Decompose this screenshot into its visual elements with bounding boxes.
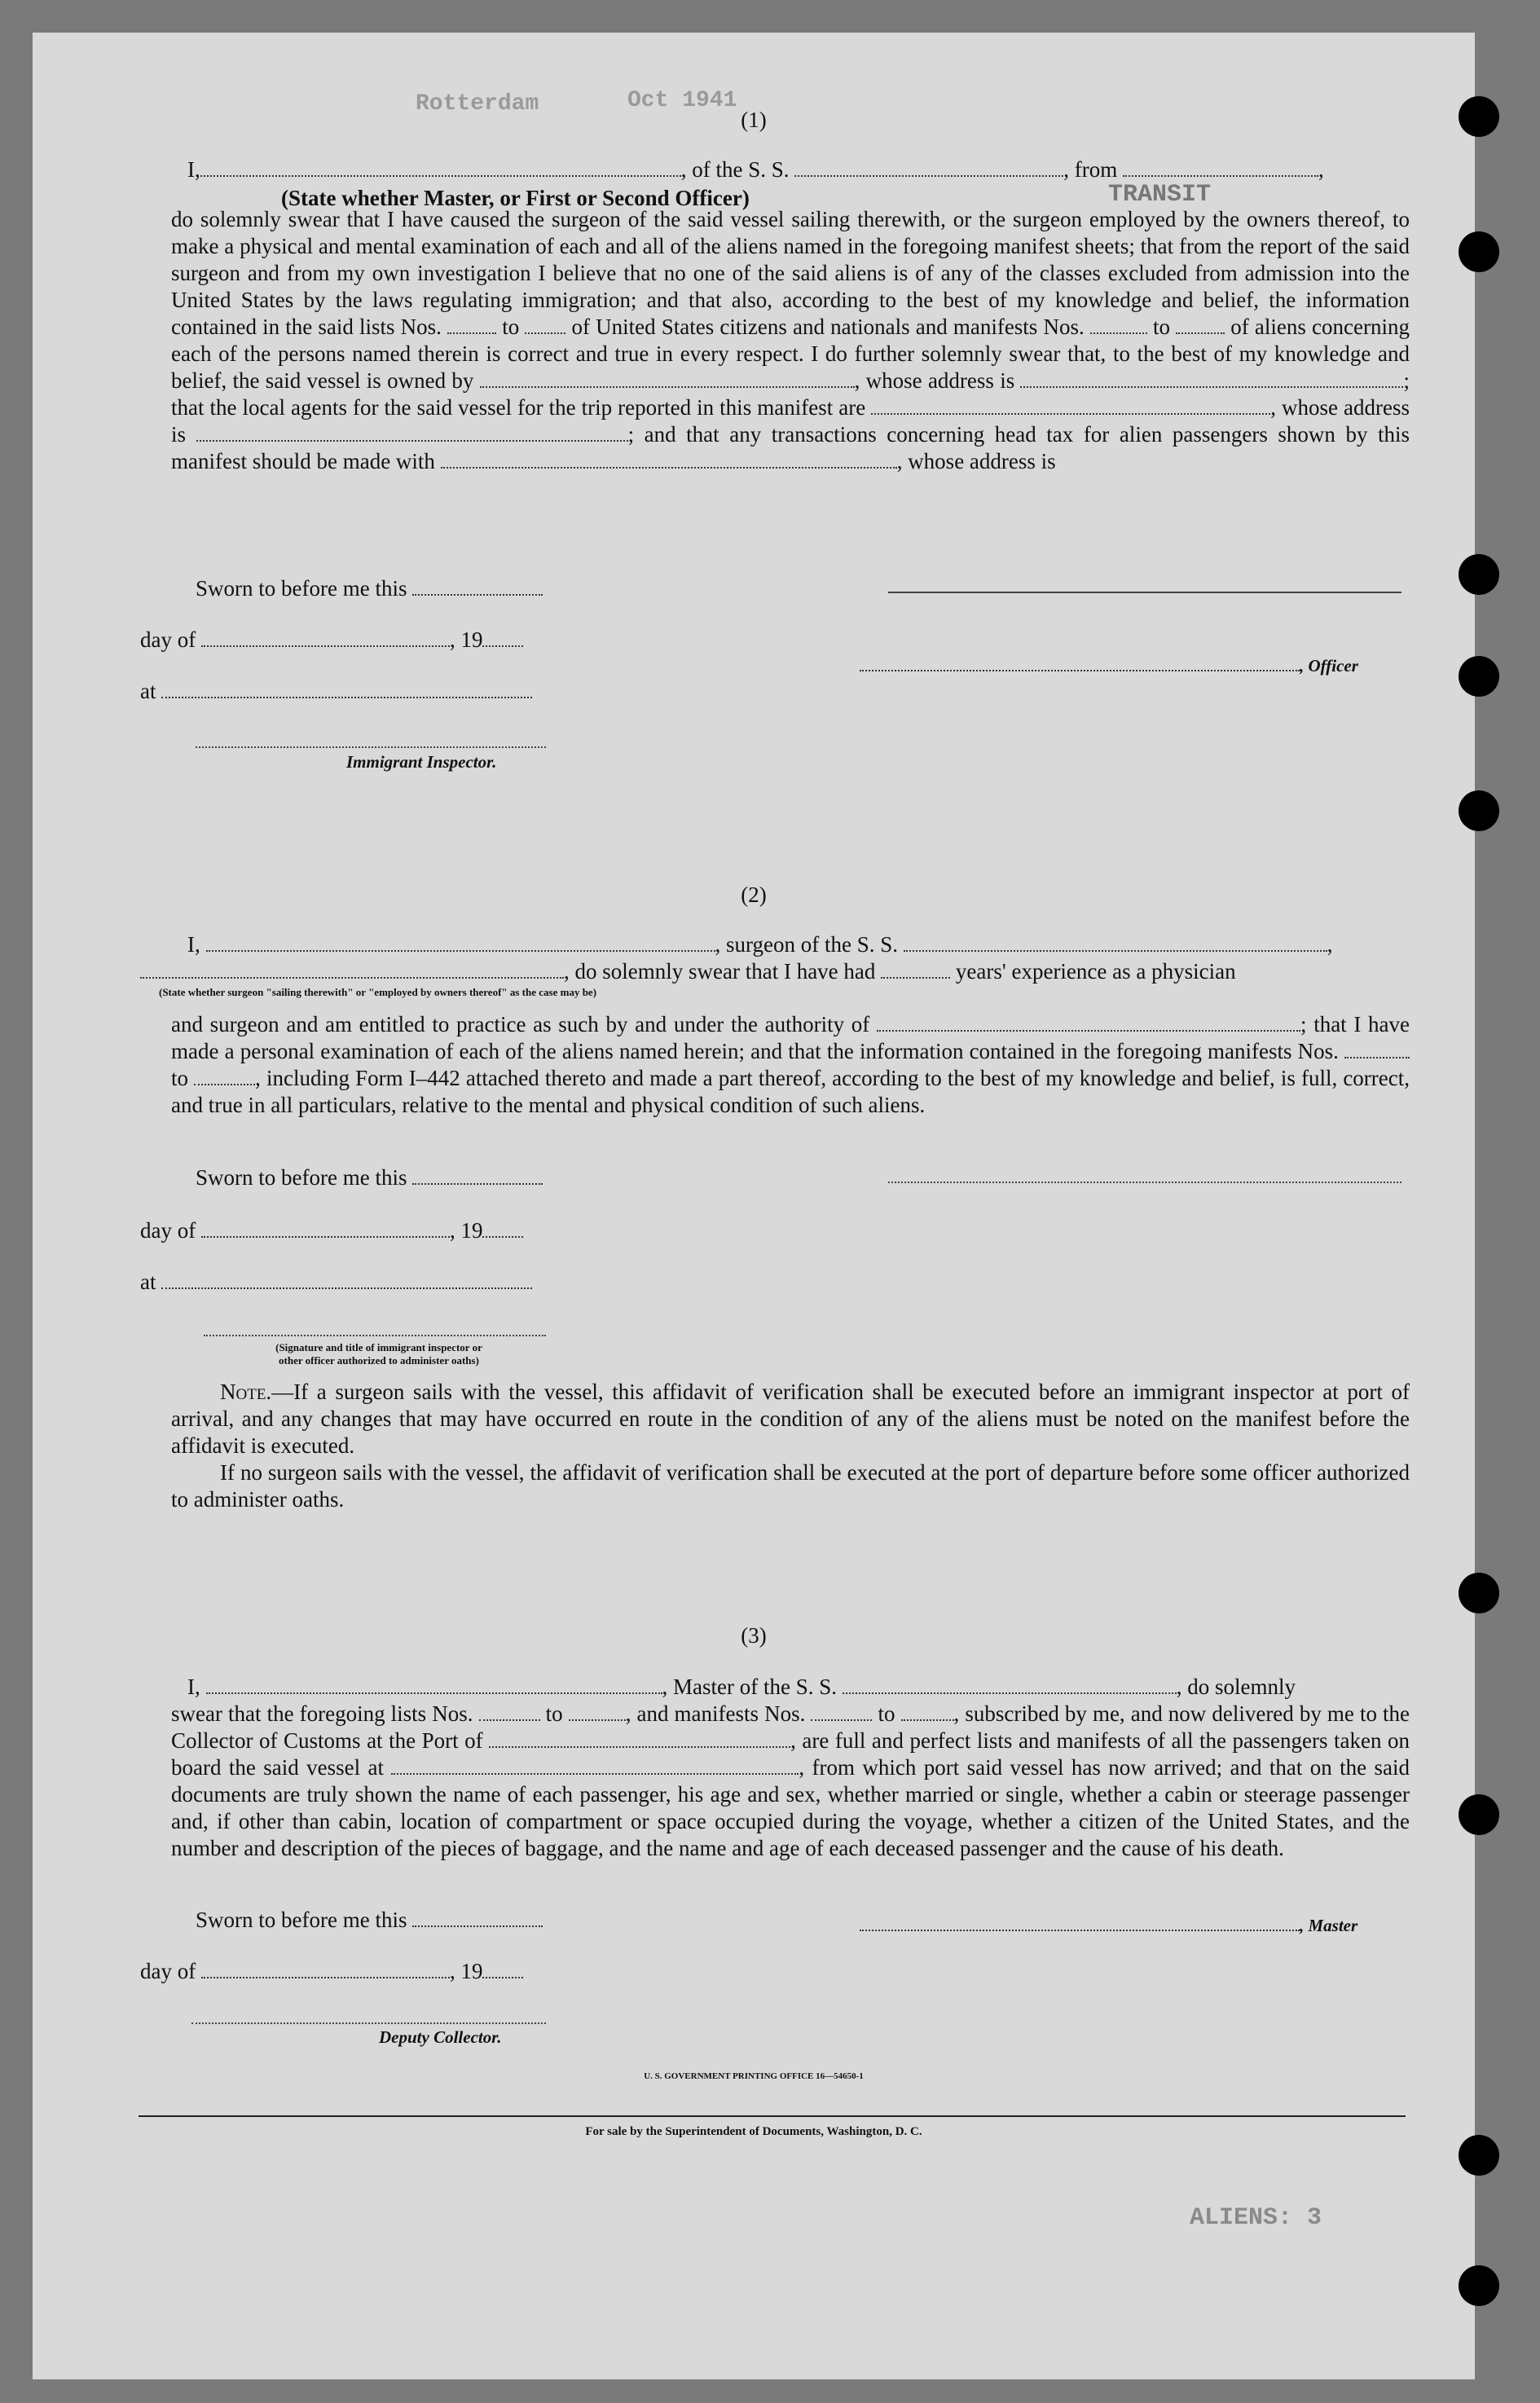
s1-text-a: do solemnly swear that I have caused the surgeon of the said vessel sailing therewith, or the surgeon employed by the owners thereof, to make a physical and mental examination of each and all of the aliens named in the foregoing manifest sheets; that from the report of the said surgeon and from my own investigation I believe that no one of the said aliens is of any of the classes excluded from admission into the United States by the laws regulating immigration; and that also, according to the best of my knowledge and belief, the information contained in the said lists Nos. xyxy=(171,207,1410,339)
gpo-line: U. S. GOVERNMENT PRINTING OFFICE 16—54650-1 xyxy=(644,2071,864,2081)
s3-dayof-label: day of xyxy=(140,1959,196,1983)
s2-note-lead: Note. xyxy=(220,1380,272,1404)
s1-year-label: , 19 xyxy=(449,627,483,652)
s1-text-g: ; and that any transactions concerning head tax for alien passengers shown by this manifest should be made with xyxy=(171,422,1410,473)
s2-under-label: (State whether surgeon "sailing therewith" or "employed by owners thereof" as the case may be) xyxy=(159,986,597,998)
s3-l1-b: , Master of the S. S. xyxy=(662,1675,837,1699)
s2-dayof xyxy=(140,1218,523,1243)
s1-sworn-label: Sworn to before me this xyxy=(196,576,407,601)
s2-surgeon-name-field[interactable] xyxy=(206,932,715,952)
s1-body: do solemnly swear that I have caused the surgeon of the said vessel sailing therewith, or the surgeon employed by the owners thereof, to make a physical and mental examination of each and all of the aliens named in the foregoing manifest sheets; that from the report of the said surgeon and from my own investigation I believe that no one of the said aliens is of any of the classes excluded from admission into the United States by the laws regulating immigration; and that also, according to the best of my knowledge and belief, the information contained in the said lists Nos. to of United States citizens and nationals and manifests Nos. to of aliens concerning each of the persons named therein is correct and true in every respect. I do further solemnly swear that, to the best of my knowledge and belief, the said vessel is owned by , whose address is ; that the local agents for the said vessel for the trip reported in this manifest are , whose address is ; and that any transactions concerning head tax for alien passengers shown by this manifest should be made with , whose address is xyxy=(171,207,1410,473)
s3-port-field[interactable] xyxy=(489,1728,790,1748)
s1-inspector-label: Immigrant Inspector. xyxy=(346,752,497,772)
s2-l2-a: , do solemnly swear that I have had xyxy=(564,959,876,984)
document-page xyxy=(33,33,1475,2379)
s3-manifests-from[interactable] xyxy=(811,1701,872,1721)
s2-note-b: If no surgeon sails with the vessel, the affidavit of verification shall be executed at the port of departure before some officer authorized to administer oaths. xyxy=(171,1460,1410,1512)
punch-hole xyxy=(1459,96,1499,137)
s2-at-field[interactable] xyxy=(161,1270,532,1289)
s3-sworn-field[interactable] xyxy=(412,1908,543,1927)
s2-line1: I, , surgeon of the S. S. , xyxy=(187,932,1333,957)
s1-manifests-from[interactable] xyxy=(1090,315,1147,334)
s2-note-a: —If a surgeon sails with the vessel, this affidavit of verification shall be executed before an immigrant inspector at port of arrival, and any changes that may have occurred en route in the condition of any of the aliens must be noted on the manifest before the affidavit is executed. xyxy=(171,1380,1410,1458)
s3-sworn-label: Sworn to before me this xyxy=(196,1908,407,1932)
s3-text-d: , are full and perfect lists and manifests of all the passengers taken on board the said vessel at xyxy=(171,1728,1410,1780)
punch-hole xyxy=(1459,554,1499,595)
s1-signature-line[interactable] xyxy=(888,592,1401,593)
s1-sworn xyxy=(196,576,543,601)
s2-l1-b: , surgeon of the S. S. xyxy=(715,932,899,957)
s3-collector-label: Deputy Collector. xyxy=(379,2027,502,2047)
s1-officer-name-field[interactable] xyxy=(200,157,681,177)
bleed-date: Oct 1941 xyxy=(627,88,737,113)
s3-text-e: , from which port said vessel has now arrived; and that on the said documents are truly shown the name of each passenger, his age and sex, whether married or single, whether a cabin or steerage passenger and, if other than cabin, location of compartment or space occupied during the voyage, whether a citizen of the United States, and the number and description of the pieces of baggage, and the name and age of each deceased passenger and the cause of his death. xyxy=(171,1755,1410,1860)
s1-text-c: of aliens concerning each of the persons named therein is correct and true in every respect. I do further solemnly swear that, to the best of my knowledge and belief, the said vessel is owned by xyxy=(171,315,1410,393)
s1-at-label: at xyxy=(140,679,156,703)
s1-from-field[interactable] xyxy=(1123,157,1318,177)
s2-sworn xyxy=(196,1165,543,1190)
s3-text-b: , and manifests Nos. xyxy=(625,1701,806,1726)
s3-master-name-field[interactable] xyxy=(206,1675,662,1694)
s1-text-h: , whose address is xyxy=(896,449,1056,473)
s3-collector-line[interactable] xyxy=(191,2022,546,2024)
s2-text-c: , including Form I–442 attached thereto and made a part thereof, according to the best of my knowledge and belief, is full, correct, and true in all particulars, relative to the mental and physical condition of such aliens. xyxy=(171,1066,1410,1117)
s1-owner-address-field[interactable] xyxy=(1020,368,1403,388)
s2-line2 xyxy=(140,959,1236,984)
s2-day-field[interactable] xyxy=(201,1218,450,1238)
s2-sworn-field[interactable] xyxy=(412,1165,543,1185)
bleed-aliens: ALIENS: 3 xyxy=(1190,2204,1322,2232)
s2-official-sign-line[interactable] xyxy=(204,1335,546,1336)
s2-year-label: , 19 xyxy=(449,1218,483,1243)
sale-line: For sale by the Superintendent of Documents, Washington, D. C. xyxy=(585,2125,922,2138)
s3-line1 xyxy=(187,1675,1296,1700)
bleed-ship: Rotterdam xyxy=(416,91,539,117)
s2-text-a: and surgeon and am entitled to practice as such by and under the authority of xyxy=(171,1012,870,1036)
s1-officer-row xyxy=(860,652,1358,677)
punch-hole xyxy=(1459,1794,1499,1835)
s1-text-b: of United States citizens and nationals and manifests Nos. xyxy=(571,315,1085,339)
s2-at xyxy=(140,1270,532,1295)
s3-master-label: , Master xyxy=(1300,1916,1358,1935)
s3-year-field[interactable] xyxy=(482,1959,523,1978)
s1-to-1: to xyxy=(502,315,520,339)
s2-year-field[interactable] xyxy=(482,1218,523,1238)
s3-to-1: to xyxy=(545,1701,563,1726)
punch-hole xyxy=(1459,1573,1499,1613)
s2-body: and surgeon and am entitled to practice as such by and under the authority of ; that I have made a personal examination of each of the aliens named herein; and that the information contained in the foregoing manifests Nos. to , including Form I–442 attached thereto and made a part thereof, according to the best of my knowledge and belief, is full, correct, and true in all particulars, relative to the mental and physical condition of such aliens. xyxy=(171,1012,1410,1117)
s3-text-c: , subscribed by me, and now delivered by me to the Collector of Customs at the Port of xyxy=(171,1701,1410,1753)
s3-lists-from[interactable] xyxy=(479,1701,540,1721)
s3-text-a: swear that the foregoing lists Nos. xyxy=(171,1701,473,1726)
s3-dayof xyxy=(140,1959,523,1984)
s2-manifests-to[interactable] xyxy=(194,1066,255,1085)
s2-sig-caption-a: (Signature and title of immigrant inspector or xyxy=(275,1341,482,1353)
s1-manifests-to[interactable] xyxy=(1176,315,1225,334)
s1-officer-label: , Officer xyxy=(1300,656,1358,676)
s1-dayof xyxy=(140,627,523,653)
s1-day-field[interactable] xyxy=(201,627,450,647)
s1-text-d: , whose address is xyxy=(854,368,1015,393)
s3-body xyxy=(171,1701,1410,1862)
s1-ship-field[interactable] xyxy=(794,157,1063,177)
s1-owner-field[interactable] xyxy=(480,368,855,388)
s1-lists-to[interactable] xyxy=(525,315,565,334)
s3-l1-c: , do solemnly xyxy=(1176,1675,1296,1699)
s1-under-label: (State whether Master, or First or Second Officer) xyxy=(281,186,750,210)
section1-number: (1) xyxy=(741,108,767,132)
s3-embark-field[interactable] xyxy=(391,1755,799,1775)
bleed-transit: TRANSIT xyxy=(1108,181,1212,209)
s3-l1-a: I, xyxy=(187,1675,200,1699)
s1-l1-b: , of the S. S. xyxy=(680,157,790,182)
s2-signature-line[interactable] xyxy=(888,1182,1401,1183)
s1-lists-from[interactable] xyxy=(447,315,496,334)
s2-dayof-label: day of xyxy=(140,1218,196,1243)
s1-headtax-field[interactable] xyxy=(441,449,897,469)
s2-l1-a: I, xyxy=(187,932,200,957)
section2-number: (2) xyxy=(741,882,767,907)
s1-officer-sign-field[interactable] xyxy=(860,652,1300,671)
punch-hole xyxy=(1459,231,1499,272)
s3-master-sign-field[interactable] xyxy=(860,1912,1300,1931)
footer-rule xyxy=(139,2115,1406,2117)
s1-inspector-line[interactable] xyxy=(196,746,546,748)
s2-sig-caption-b: other officer authorized to administer oaths) xyxy=(279,1354,479,1367)
s3-master-row xyxy=(860,1912,1357,1937)
s2-surgeon-type-field[interactable] xyxy=(140,959,564,979)
s2-authority-field[interactable] xyxy=(877,1012,1300,1032)
s1-l1-c: , from xyxy=(1063,157,1118,182)
s2-sworn-label: Sworn to before me this xyxy=(196,1165,407,1190)
s2-to: to xyxy=(171,1066,189,1090)
s1-text-f: whose address is xyxy=(171,395,1410,447)
s1-l1-a: I, xyxy=(187,157,200,182)
section3-number: (3) xyxy=(741,1623,767,1648)
punch-hole xyxy=(1459,790,1499,831)
s1-text-e: that the local agents for the said vessel for the trip reported in this manifest are xyxy=(171,395,866,420)
s3-year-label: , 19 xyxy=(449,1959,483,1983)
punch-hole xyxy=(1459,656,1499,697)
s3-ship-field[interactable] xyxy=(843,1675,1177,1694)
s1-dayof-label: day of xyxy=(140,627,196,652)
punch-hole xyxy=(1459,2265,1499,2306)
s2-ship-field[interactable] xyxy=(904,932,1327,952)
s3-sworn xyxy=(196,1908,543,1933)
s1-agents-field[interactable] xyxy=(871,395,1270,415)
s1-year-field[interactable] xyxy=(482,627,523,647)
s1-at-field[interactable] xyxy=(161,679,532,698)
s3-to-2: to xyxy=(878,1701,895,1726)
s2-years-field[interactable] xyxy=(881,959,950,979)
s2-note xyxy=(171,1379,1410,1513)
s1-line1: I, , of the S. S. , from , xyxy=(187,157,1324,182)
punch-hole xyxy=(1459,2135,1499,2176)
s3-manifests-to[interactable] xyxy=(901,1701,954,1721)
s1-sworn-field[interactable] xyxy=(412,576,543,596)
s1-to-2: to xyxy=(1153,315,1171,339)
s2-text-b: that I have made a personal examination of each of the aliens named herein; and that the information contained in the foregoing manifests Nos. xyxy=(171,1012,1410,1063)
s2-l2-b: years' experience as a physician xyxy=(955,959,1236,984)
s3-lists-to[interactable] xyxy=(569,1701,626,1721)
s1-at xyxy=(140,679,532,704)
s3-day-field[interactable] xyxy=(201,1959,450,1978)
s1-agents-address-field[interactable] xyxy=(196,422,628,442)
s2-manifests-from[interactable] xyxy=(1344,1039,1410,1058)
s2-at-label: at xyxy=(140,1270,156,1294)
